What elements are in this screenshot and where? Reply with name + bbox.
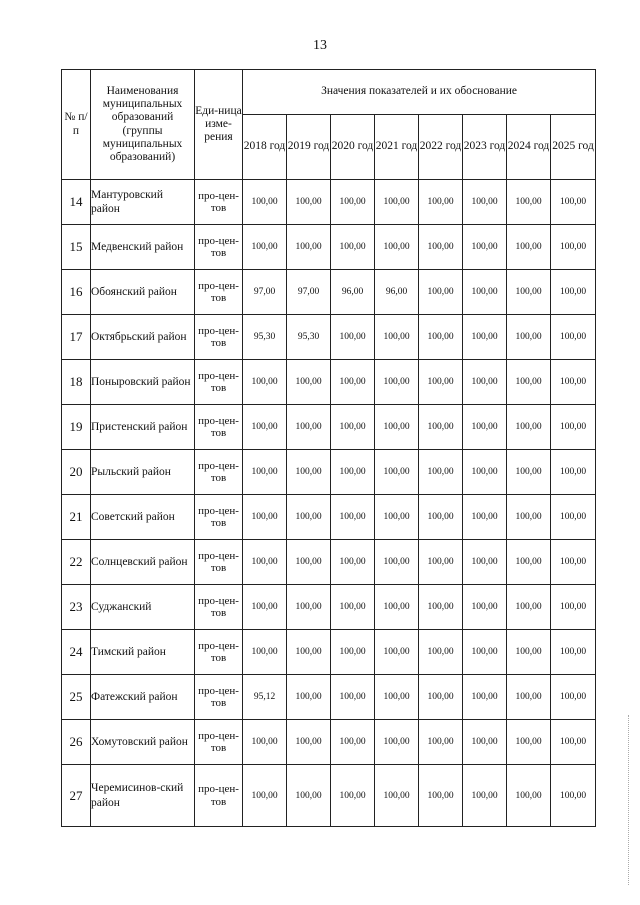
value-cell: 100,00 [507, 270, 551, 315]
value-cell: 100,00 [463, 405, 507, 450]
value-cell: 100,00 [463, 585, 507, 630]
municipality-name: Хомутовский район [91, 720, 195, 765]
row-number: 27 [62, 765, 91, 827]
value-cell: 95,30 [243, 315, 287, 360]
unit-cell: про-цен-тов [195, 630, 243, 675]
row-number: 24 [62, 630, 91, 675]
unit-cell: про-цен-тов [195, 540, 243, 585]
row-number: 17 [62, 315, 91, 360]
value-cell: 100,00 [463, 765, 507, 827]
value-cell: 100,00 [375, 765, 419, 827]
value-cell: 100,00 [463, 225, 507, 270]
row-number: 18 [62, 360, 91, 405]
value-cell: 100,00 [463, 675, 507, 720]
value-cell: 100,00 [243, 450, 287, 495]
value-cell: 100,00 [507, 450, 551, 495]
value-cell: 100,00 [419, 720, 463, 765]
value-cell: 100,00 [287, 720, 331, 765]
header-year: 2019 год [287, 115, 331, 180]
unit-cell: про-цен-тов [195, 315, 243, 360]
value-cell: 100,00 [463, 315, 507, 360]
header-year: 2023 год [463, 115, 507, 180]
value-cell: 100,00 [551, 630, 596, 675]
unit-cell: про-цен-тов [195, 495, 243, 540]
value-cell: 100,00 [375, 405, 419, 450]
unit-cell: про-цен-тов [195, 405, 243, 450]
row-number: 23 [62, 585, 91, 630]
table-body [62, 180, 596, 827]
value-cell: 100,00 [243, 585, 287, 630]
value-cell: 100,00 [463, 720, 507, 765]
value-cell: 100,00 [507, 495, 551, 540]
value-cell: 100,00 [419, 765, 463, 827]
value-cell: 100,00 [419, 675, 463, 720]
value-cell: 100,00 [243, 630, 287, 675]
value-cell: 100,00 [507, 225, 551, 270]
value-cell: 100,00 [287, 540, 331, 585]
value-cell: 100,00 [551, 450, 596, 495]
value-cell: 100,00 [507, 765, 551, 827]
row-number: 21 [62, 495, 91, 540]
value-cell: 100,00 [551, 270, 596, 315]
value-cell: 100,00 [331, 720, 375, 765]
table-row [62, 360, 596, 405]
value-cell: 100,00 [331, 225, 375, 270]
value-cell: 100,00 [507, 540, 551, 585]
page-number: 13 [313, 38, 327, 53]
value-cell: 100,00 [331, 675, 375, 720]
municipality-name: Мантуровский район [91, 180, 195, 225]
value-cell: 100,00 [287, 180, 331, 225]
value-cell: 100,00 [551, 765, 596, 827]
municipality-name: Обоянский район [91, 270, 195, 315]
value-cell: 100,00 [375, 630, 419, 675]
municipality-name: Черемисинов-ский район [91, 765, 195, 827]
municipality-name: Рыльский район [91, 450, 195, 495]
municipality-name: Октябрьский район [91, 315, 195, 360]
unit-cell: про-цен-тов [195, 360, 243, 405]
value-cell: 100,00 [419, 450, 463, 495]
unit-cell: про-цен-тов [195, 765, 243, 827]
value-cell: 100,00 [551, 180, 596, 225]
value-cell: 95,30 [287, 315, 331, 360]
value-cell: 100,00 [375, 495, 419, 540]
value-cell: 100,00 [551, 225, 596, 270]
value-cell: 100,00 [463, 540, 507, 585]
table-row [62, 540, 596, 585]
municipality-name: Поныровский район [91, 360, 195, 405]
value-cell: 100,00 [287, 675, 331, 720]
value-cell: 100,00 [331, 180, 375, 225]
value-cell: 100,00 [243, 405, 287, 450]
value-cell: 100,00 [287, 225, 331, 270]
value-cell: 100,00 [463, 450, 507, 495]
value-cell: 100,00 [551, 540, 596, 585]
indicators-table [61, 69, 596, 827]
value-cell: 100,00 [243, 495, 287, 540]
value-cell: 100,00 [507, 630, 551, 675]
row-number: 22 [62, 540, 91, 585]
header-year: 2022 год [419, 115, 463, 180]
value-cell: 100,00 [331, 540, 375, 585]
value-cell: 100,00 [243, 180, 287, 225]
value-cell: 100,00 [243, 765, 287, 827]
value-cell: 100,00 [419, 180, 463, 225]
value-cell: 100,00 [419, 540, 463, 585]
row-number: 15 [62, 225, 91, 270]
table-row [62, 585, 596, 630]
value-cell: 100,00 [375, 585, 419, 630]
value-cell: 100,00 [287, 630, 331, 675]
municipality-name: Тимский район [91, 630, 195, 675]
header-year: 2024 год [507, 115, 551, 180]
table-header [62, 70, 596, 180]
value-cell: 100,00 [551, 405, 596, 450]
value-cell: 100,00 [287, 765, 331, 827]
value-cell: 100,00 [463, 180, 507, 225]
table-row [62, 180, 596, 225]
value-cell: 95,12 [243, 675, 287, 720]
municipality-name: Фатежский район [91, 675, 195, 720]
value-cell: 100,00 [419, 630, 463, 675]
value-cell: 100,00 [331, 495, 375, 540]
value-cell: 100,00 [287, 585, 331, 630]
value-cell: 100,00 [507, 405, 551, 450]
value-cell: 96,00 [375, 270, 419, 315]
value-cell: 100,00 [331, 585, 375, 630]
value-cell: 100,00 [375, 540, 419, 585]
value-cell: 100,00 [551, 360, 596, 405]
value-cell: 100,00 [375, 360, 419, 405]
row-number: 19 [62, 405, 91, 450]
margin-mark [628, 715, 637, 885]
municipality-name: Пристенский район [91, 405, 195, 450]
header-year: 2021 год [375, 115, 419, 180]
unit-cell: про-цен-тов [195, 225, 243, 270]
row-number: 26 [62, 720, 91, 765]
value-cell: 100,00 [551, 720, 596, 765]
table-row [62, 675, 596, 720]
value-cell: 100,00 [551, 315, 596, 360]
value-cell: 100,00 [243, 225, 287, 270]
value-cell: 100,00 [287, 360, 331, 405]
table-row [62, 405, 596, 450]
header-year: 2025 год [551, 115, 596, 180]
unit-cell: про-цен-тов [195, 270, 243, 315]
unit-cell: про-цен-тов [195, 180, 243, 225]
value-cell: 100,00 [331, 630, 375, 675]
table-row [62, 765, 596, 827]
value-cell: 100,00 [419, 225, 463, 270]
header-values-group: Значения показателей и их обоснование [243, 70, 596, 115]
value-cell: 100,00 [331, 450, 375, 495]
municipality-name: Советский район [91, 495, 195, 540]
value-cell: 100,00 [463, 495, 507, 540]
value-cell: 100,00 [375, 315, 419, 360]
value-cell: 100,00 [287, 405, 331, 450]
unit-cell: про-цен-тов [195, 450, 243, 495]
value-cell: 100,00 [331, 360, 375, 405]
value-cell: 100,00 [331, 315, 375, 360]
value-cell: 100,00 [331, 765, 375, 827]
value-cell: 100,00 [551, 495, 596, 540]
header-year: 2020 год [331, 115, 375, 180]
value-cell: 100,00 [551, 585, 596, 630]
value-cell: 100,00 [243, 720, 287, 765]
municipality-name: Суджанский [91, 585, 195, 630]
header-year: 2018 год [243, 115, 287, 180]
value-cell: 100,00 [419, 360, 463, 405]
table-row [62, 495, 596, 540]
table-row [62, 315, 596, 360]
header-name: Наименования муниципальных образований (группы муниципальных образований) [91, 70, 195, 180]
row-number: 14 [62, 180, 91, 225]
table-row [62, 720, 596, 765]
value-cell: 100,00 [507, 180, 551, 225]
value-cell: 100,00 [463, 630, 507, 675]
header-unit: Еди-ница изме-рения [195, 70, 243, 180]
unit-cell: про-цен-тов [195, 720, 243, 765]
value-cell: 100,00 [375, 225, 419, 270]
value-cell: 100,00 [287, 450, 331, 495]
value-cell: 100,00 [419, 585, 463, 630]
value-cell: 100,00 [507, 315, 551, 360]
unit-cell: про-цен-тов [195, 585, 243, 630]
value-cell: 100,00 [507, 360, 551, 405]
row-number: 25 [62, 675, 91, 720]
table-row [62, 270, 596, 315]
value-cell: 100,00 [375, 720, 419, 765]
municipality-name: Солнцевский район [91, 540, 195, 585]
value-cell: 100,00 [507, 720, 551, 765]
value-cell: 100,00 [243, 360, 287, 405]
value-cell: 100,00 [375, 180, 419, 225]
value-cell: 100,00 [507, 585, 551, 630]
row-number: 16 [62, 270, 91, 315]
header-num: № п/п [62, 70, 91, 180]
value-cell: 100,00 [375, 450, 419, 495]
value-cell: 97,00 [243, 270, 287, 315]
value-cell: 100,00 [419, 315, 463, 360]
value-cell: 100,00 [243, 540, 287, 585]
unit-cell: про-цен-тов [195, 675, 243, 720]
municipality-name: Медвенский район [91, 225, 195, 270]
table-row [62, 450, 596, 495]
value-cell: 100,00 [463, 360, 507, 405]
value-cell: 100,00 [419, 495, 463, 540]
value-cell: 97,00 [287, 270, 331, 315]
row-number: 20 [62, 450, 91, 495]
value-cell: 100,00 [287, 495, 331, 540]
table-row [62, 630, 596, 675]
value-cell: 100,00 [419, 405, 463, 450]
value-cell: 100,00 [331, 405, 375, 450]
table-row [62, 225, 596, 270]
value-cell: 100,00 [551, 675, 596, 720]
value-cell: 96,00 [331, 270, 375, 315]
value-cell: 100,00 [463, 270, 507, 315]
value-cell: 100,00 [419, 270, 463, 315]
value-cell: 100,00 [507, 675, 551, 720]
value-cell: 100,00 [375, 675, 419, 720]
